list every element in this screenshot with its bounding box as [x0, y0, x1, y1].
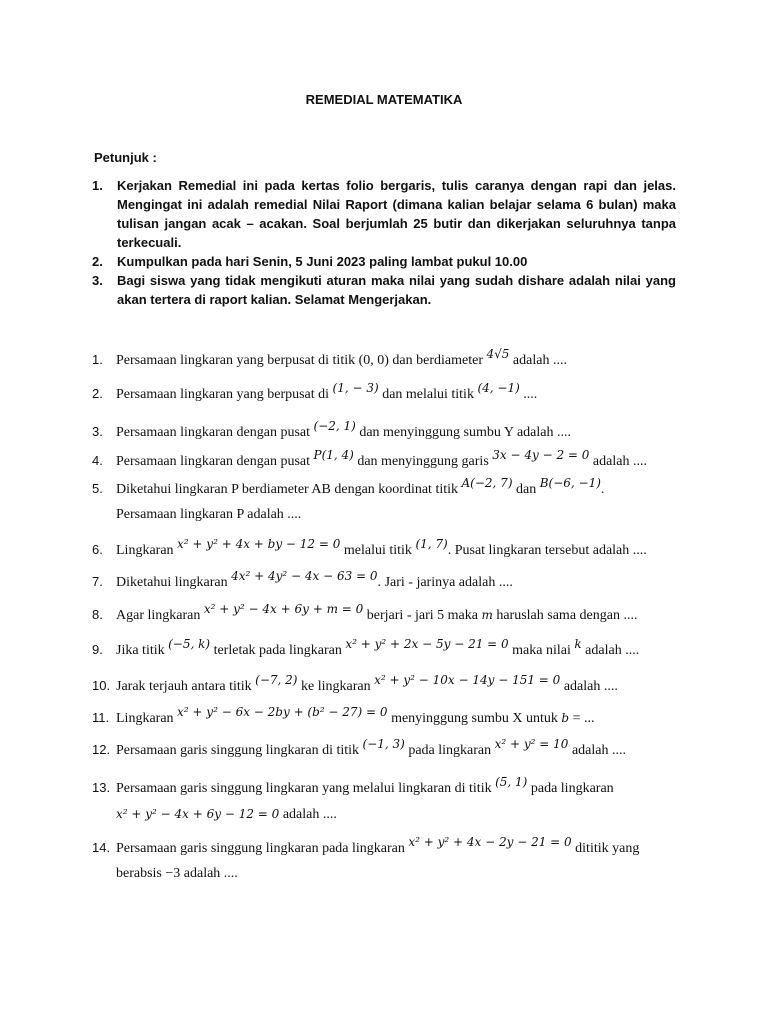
question-text: = ... — [569, 711, 595, 726]
question-text: . Jari - jarinya adalah .... — [377, 575, 513, 590]
question-text: Jika titik — [116, 643, 169, 658]
math-expression: (5, 1) — [495, 775, 528, 789]
question-number: 8. — [92, 607, 103, 622]
math-expression: P(1, 4) — [313, 448, 354, 462]
instruction-text: Bagi siswa yang tidak mengikuti aturan maka nilai yang sudah dishare adalah nilai yang akan tertera di raport kalian. Selamat Mengerjakan. — [117, 273, 676, 307]
question-text: . Pusat lingkaran tersebut adalah .... — [447, 543, 647, 558]
question-text: terletak pada lingkaran — [210, 643, 346, 658]
question-text: pada lingkaran — [527, 781, 614, 796]
question-text: dititik yang — [571, 841, 640, 856]
question-text: Persamaan lingkaran dengan pusat — [116, 425, 314, 440]
math-expression: 3x − 4y − 2 = 0 — [492, 448, 590, 462]
petunjuk-label: Petunjuk : — [94, 150, 157, 165]
question-text: Lingkaran — [116, 543, 178, 558]
instruction-item — [92, 252, 676, 271]
question-text: ke lingkaran — [297, 679, 375, 694]
question-number: 1. — [92, 352, 103, 367]
math-expression: x² + y² + 4x + by − 12 = 0 — [177, 537, 341, 551]
question-number: 10. — [92, 678, 111, 693]
question-text: Persamaan lingkaran P adalah .... — [116, 507, 302, 522]
question-text: melalui titik — [340, 543, 416, 558]
question-text: Persamaan garis singgung lingkaran pada lingkaran — [116, 841, 409, 856]
math-expression: x² + y² − 6x − 2by + (b² − 27) = 0 — [177, 705, 388, 719]
question-text: Agar lingkaran — [116, 608, 204, 623]
instruction-number: 1. — [92, 178, 103, 193]
math-expression: (−5, k) — [168, 637, 211, 651]
instruction-number: 2. — [92, 254, 103, 269]
question-text: . — [600, 482, 605, 497]
math-expression: b — [561, 711, 570, 725]
question-text: adalah .... — [560, 679, 618, 694]
question-number: 3. — [92, 424, 103, 439]
question-text: maka nilai — [508, 643, 575, 658]
instruction-text: Kumpulkan pada hari Senin, 5 Juni 2023 paling lambat pukul 10.00 — [117, 254, 528, 269]
math-expression: (−7, 2) — [255, 673, 298, 687]
math-expression: x² + y² + 2x − 5y − 21 = 0 — [345, 637, 509, 651]
question-text: haruslah sama dengan .... — [492, 608, 638, 623]
question-text: Persamaan garis singgung lingkaran yang melalui lingkaran di titik — [116, 781, 496, 796]
math-expression: A(−2, 7) — [461, 476, 513, 490]
document-title: REMEDIAL MATEMATIKA — [305, 92, 463, 107]
math-expression: k — [574, 637, 582, 651]
instruction-text: Kerjakan Remedial ini pada kertas folio bergaris, tulis caranya dengan rapi dan jelas. Mengingat ini adalah remedial Nilai Raport (dimana kalian belajar selama 6 bulan) maka tulisan jangan acak – acakan. Soal berjumlah 25 butir dan dikerjakan seluruhnya tanpa terkecuali. — [117, 178, 676, 250]
question-text: Persamaan lingkaran yang berpusat di — [116, 387, 333, 402]
question-text: Diketahui lingkaran P berdiameter AB dengan koordinat titik — [116, 482, 462, 497]
math-expression: 4√5 — [486, 347, 510, 361]
question-number: 2. — [92, 386, 103, 401]
question-text: adalah .... — [589, 454, 647, 469]
question-text: .... — [519, 387, 538, 402]
question-text: Jarak terjauh antara titik — [116, 679, 256, 694]
question-text: adalah .... — [568, 743, 626, 758]
math-expression: B(−6, −1) — [539, 476, 601, 490]
question-text: adalah .... — [279, 807, 337, 822]
math-expression: x² + y² − 10x − 14y − 151 = 0 — [374, 673, 561, 687]
question-number: 13. — [92, 780, 111, 795]
question-number: 12. — [92, 742, 111, 757]
question-text: dan — [512, 482, 540, 497]
question-text: berjari - jari 5 maka — [363, 608, 482, 623]
math-expression: (−2, 1) — [313, 419, 356, 433]
math-expression: (4, −1) — [477, 381, 520, 395]
question-number: 9. — [92, 642, 103, 657]
math-expression: m — [481, 608, 493, 622]
math-expression: x² + y² − 4x + 6y + m = 0 — [203, 602, 364, 616]
math-expression: (−1, 3) — [362, 737, 405, 751]
instruction-item — [92, 176, 676, 252]
question-text: Diketahui lingkaran — [116, 575, 232, 590]
question-number: 4. — [92, 453, 103, 468]
instruction-item — [92, 271, 676, 309]
question-text: menyinggung sumbu X untuk — [387, 711, 562, 726]
question-text: berabsis −3 adalah .... — [116, 866, 238, 881]
math-expression: x² + y² − 4x + 6y − 12 = 0 — [116, 807, 280, 821]
question-text: pada lingkaran — [404, 743, 495, 758]
question-text: Persamaan lingkaran yang berpusat di titik (0, 0) dan berdiameter — [116, 353, 487, 368]
question-number: 7. — [92, 574, 103, 589]
question-number: 11. — [92, 710, 110, 725]
question-text: Lingkaran — [116, 711, 178, 726]
question-number: 5. — [92, 481, 103, 496]
question-text: dan melalui titik — [378, 387, 478, 402]
question-number: 14. — [92, 840, 111, 855]
math-expression: x² + y² + 4x − 2y − 21 = 0 — [408, 835, 572, 849]
question-number: 6. — [92, 542, 103, 557]
question-text: Persamaan lingkaran dengan pusat — [116, 454, 314, 469]
question-text: adalah .... — [581, 643, 640, 658]
question-text: Persamaan garis singgung lingkaran di titik — [116, 743, 363, 758]
question-text: adalah .... — [509, 353, 567, 368]
instruction-number: 3. — [92, 273, 103, 288]
question-text: dan menyinggung sumbu Y adalah .... — [355, 425, 571, 440]
math-expression: (1, − 3) — [332, 381, 379, 395]
math-expression: 4x² + 4y² − 4x − 63 = 0 — [231, 569, 378, 583]
instruction-list — [92, 176, 676, 309]
math-expression: x² + y² = 10 — [494, 737, 569, 751]
question-text: dan menyinggung garis — [353, 454, 493, 469]
math-expression: (1, 7) — [415, 537, 448, 551]
